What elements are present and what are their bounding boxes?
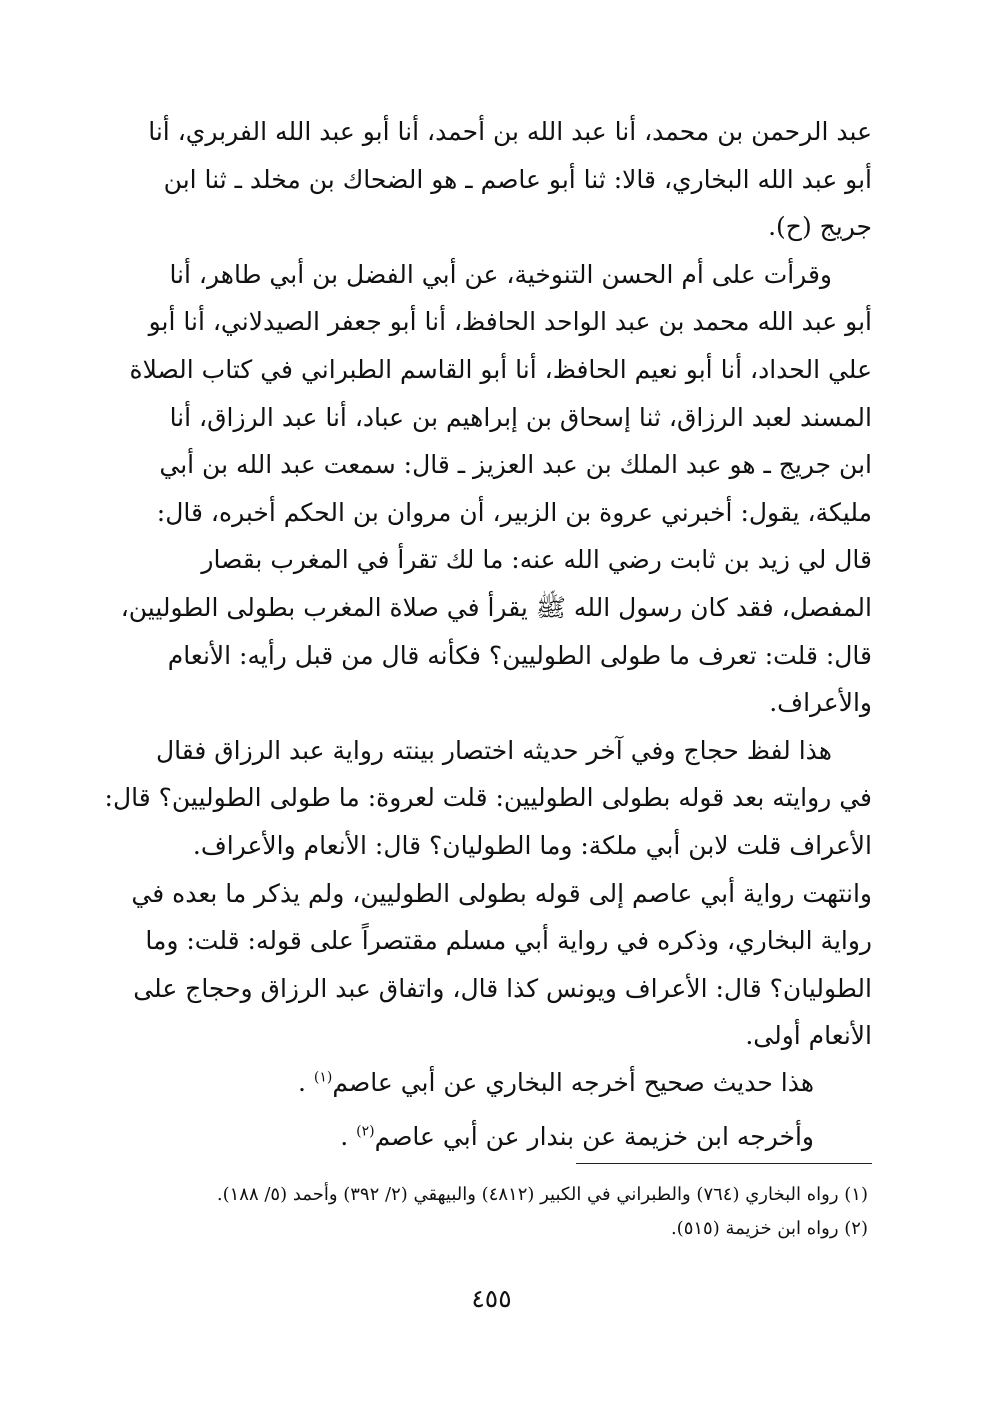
text-line: أبو عبد الله محمد بن عبد الواحد الحافظ، أنا أبو جعفر الصيدلاني، أنا أبو	[148, 307, 872, 337]
grading-text: وأخرجه ابن خزيمة عن بندار عن أبي عاصم	[374, 1122, 814, 1151]
footnote-ref[interactable]: (٢)	[356, 1123, 375, 1140]
text-line: عبد الرحمن بن محمد، أنا عبد الله بن أحمد، أنا أبو عبد الله الفربري، أنا	[148, 117, 872, 146]
page-number: ٤٥٥	[471, 1284, 512, 1313]
paragraph-start-line: هذا لفظ حجاج وفي آخر حديثه اختصار بينته رواية عبد الرزاق فقال	[155, 735, 832, 765]
grading-line	[104, 1110, 872, 1164]
sentence-end: .	[340, 1122, 349, 1151]
text-line: الأنعام أولى.	[745, 1021, 872, 1051]
text-line: وانتهت رواية أبي عاصم إلى قوله بطولى الطوليين، ولم يذكر ما بعده في	[131, 878, 872, 908]
text-line: رواية البخاري، وذكره في رواية أبي مسلم مقتصراً على قوله: قلت: وما	[145, 926, 872, 956]
text-line: المسند لعبد الرزاق، ثنا إسحاق بن إبراهيم بن عباد، أنا عبد الرزاق، أنا	[169, 402, 872, 432]
grading-line	[104, 1056, 872, 1110]
paragraph-start-line: وقرأت على أم الحسن التنوخية، عن أبي الفضل بن أبي طاهر، أنا	[169, 259, 832, 289]
hadith-grading	[104, 1056, 872, 1164]
footnote: (٢) رواه ابن خزيمة (٥١٥).	[670, 1218, 868, 1239]
text-line: في روايته بعد قوله بطولى الطوليين: قلت لعروة: ما طولى الطوليين؟ قال:	[104, 783, 872, 813]
sentence-end: .	[297, 1068, 306, 1097]
text-line: أبو عبد الله البخاري، قالا: ثنا أبو عاصم ـ هو الضحاك بن مخلد ـ ثنا ابن	[163, 164, 872, 194]
text-line: الأعراف قلت لابن أبي ملكة: وما الطوليان؟ قال: الأنعام والأعراف.	[192, 830, 872, 860]
text-line: قال: قلت: تعرف ما طولى الطوليين؟ فكأنه قال من قبل رأيه: الأنعام	[167, 640, 872, 670]
text-line: جريج (ح).	[768, 212, 872, 242]
footnotes	[104, 1178, 872, 1246]
text-line: الطوليان؟ قال: الأعراف ويونس كذا قال، واتفاق عبد الرزاق وحجاج على	[133, 973, 872, 1003]
text-line: علي الحداد، أنا أبو نعيم الحافظ، أنا أبو القاسم الطبراني في كتاب الصلاة	[129, 354, 872, 384]
grading-text: هذا حديث صحيح أخرجه البخاري عن أبي عاصم	[332, 1068, 814, 1097]
text-line: قال لي زيد بن ثابت رضي الله عنه: ما لك تقرأ في المغرب بقصار	[201, 545, 872, 575]
text-line: والأعراف.	[769, 688, 872, 718]
footnote-separator	[576, 1163, 872, 1164]
text-line: المفصل، فقد كان رسول الله ﷺ يقرأ في صلاة المغرب بطولى الطوليين،	[120, 592, 872, 622]
text-line: مليكة، يقول: أخبرني عروة بن الزبير، أن مروان بن الحكم أخبره، قال:	[156, 497, 872, 527]
footnote-ref[interactable]: (١)	[313, 1069, 333, 1086]
main-body-text	[104, 108, 872, 1060]
text-line: ابن جريج ـ هو عبد الملك بن عبد العزيز ـ قال: سمعت عبد الله بن أبي	[159, 450, 872, 480]
footnote: (١) رواه البخاري (٧٦٤) والطبراني في الكبير (٤٨١٢) والبيهقي (٢/ ٣٩٢) وأحمد (٥/ ١٨٨).	[216, 1184, 868, 1205]
